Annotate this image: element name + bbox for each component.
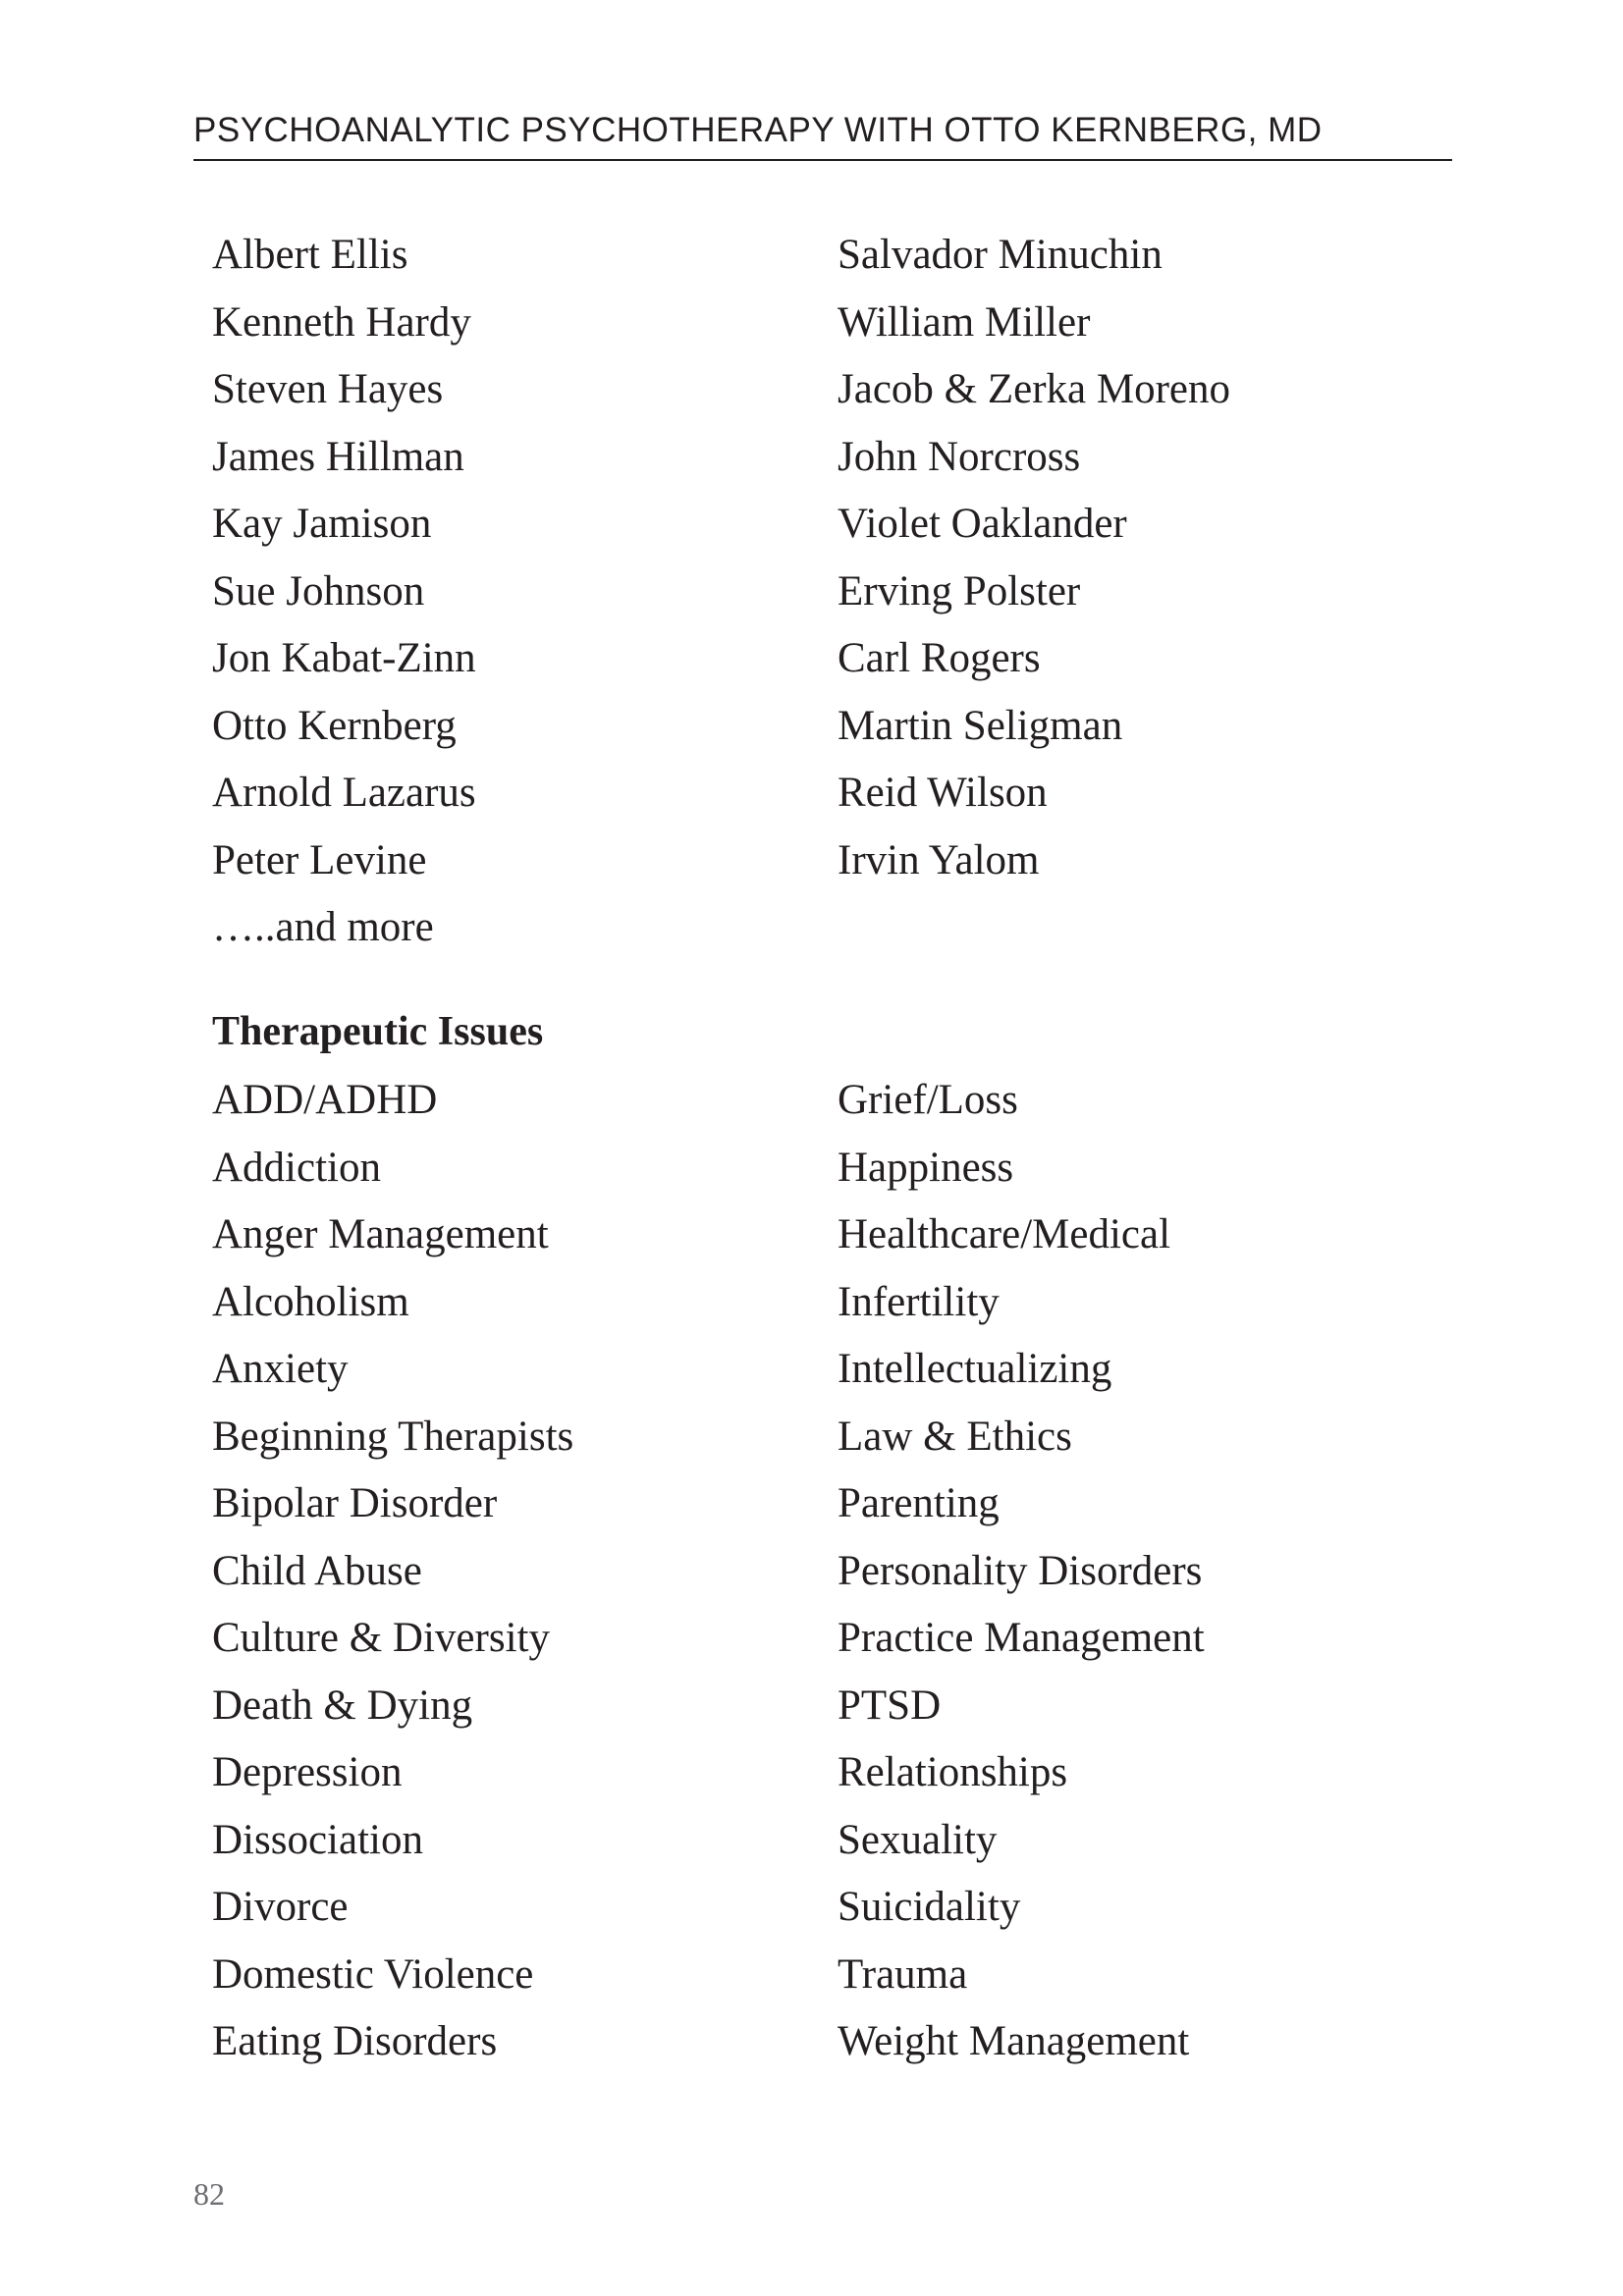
list-item: Domestic Violence [212,1950,534,1998]
list-item: ADD/ADHD [212,1077,438,1123]
list-item: Parenting [838,1480,1000,1526]
list-item: Intellectualizing [838,1346,1112,1392]
list-item: Culture & Diversity [212,1615,550,1661]
list-item: Addiction [212,1144,381,1191]
header-rule [193,159,1452,161]
list-item: Anxiety [212,1346,349,1392]
list-item: William Miller [838,298,1091,346]
list-item: Kenneth Hardy [212,298,471,346]
list-item: Kay Jamison [212,501,432,547]
list-item: Sexuality [838,1816,998,1863]
running-head: PSYCHOANALYTIC PSYCHOTHERAPY WITH OTTO KERNBERG, MD [193,111,1323,149]
list-item: Salvador Minuchin [838,232,1163,278]
list-item: Arnold Lazarus [212,770,476,816]
list-item: Carl Rogers [838,635,1041,681]
list-item: Death & Dying [212,1682,473,1729]
list-item: Alcoholism [212,1278,409,1325]
list-item: Child Abuse [212,1547,422,1594]
list-item: Bipolar Disorder [212,1480,498,1526]
page-number: 82 [193,2176,225,2212]
list-item: Steven Hayes [212,366,444,412]
list-item: Relationships [838,1749,1068,1795]
list-item: Peter Levine [212,836,427,883]
list-item: Weight Management [838,2018,1190,2064]
list-item: Violet Oaklander [838,501,1127,547]
list-item: Erving Polster [838,567,1081,614]
list-item: Law & Ethics [838,1413,1072,1460]
list-item: Dissociation [212,1816,423,1863]
list-item: Sue Johnson [212,567,425,614]
list-item: Suicidality [838,1884,1021,1930]
list-item: Reid Wilson [838,770,1048,816]
names-list-right [838,222,1230,894]
list-item: Otto Kernberg [212,702,457,749]
list-item: Practice Management [838,1615,1205,1661]
list-item: Beginning Therapists [212,1413,574,1460]
list-item: Personality Disorders [838,1547,1203,1594]
list-item: Trauma [838,1950,968,1998]
list-item: Irvin Yalom [838,836,1040,883]
list-item: Depression [212,1749,403,1795]
list-item: Happiness [838,1144,1014,1191]
list-item: …..and more [212,904,434,950]
list-item: Divorce [212,1884,349,1930]
list-item: Healthcare/Medical [838,1211,1171,1257]
issues-list-left [212,1067,573,2076]
names-list-left [212,222,476,962]
list-item: James Hillman [212,433,464,480]
list-item: John Norcross [838,433,1081,480]
list-item: Infertility [838,1278,1000,1325]
section-heading-therapeutic-issues: Therapeutic Issues [212,1009,544,1054]
list-item: Eating Disorders [212,2018,498,2064]
list-item: Grief/Loss [838,1077,1018,1123]
list-item: Martin Seligman [838,702,1123,749]
list-item: PTSD [838,1682,942,1729]
list-item: Jon Kabat-Zinn [212,635,476,681]
issues-list-right [838,1067,1205,2076]
list-item: Jacob & Zerka Moreno [838,366,1230,412]
list-item: Anger Management [212,1211,549,1257]
list-item: Albert Ellis [212,232,408,278]
